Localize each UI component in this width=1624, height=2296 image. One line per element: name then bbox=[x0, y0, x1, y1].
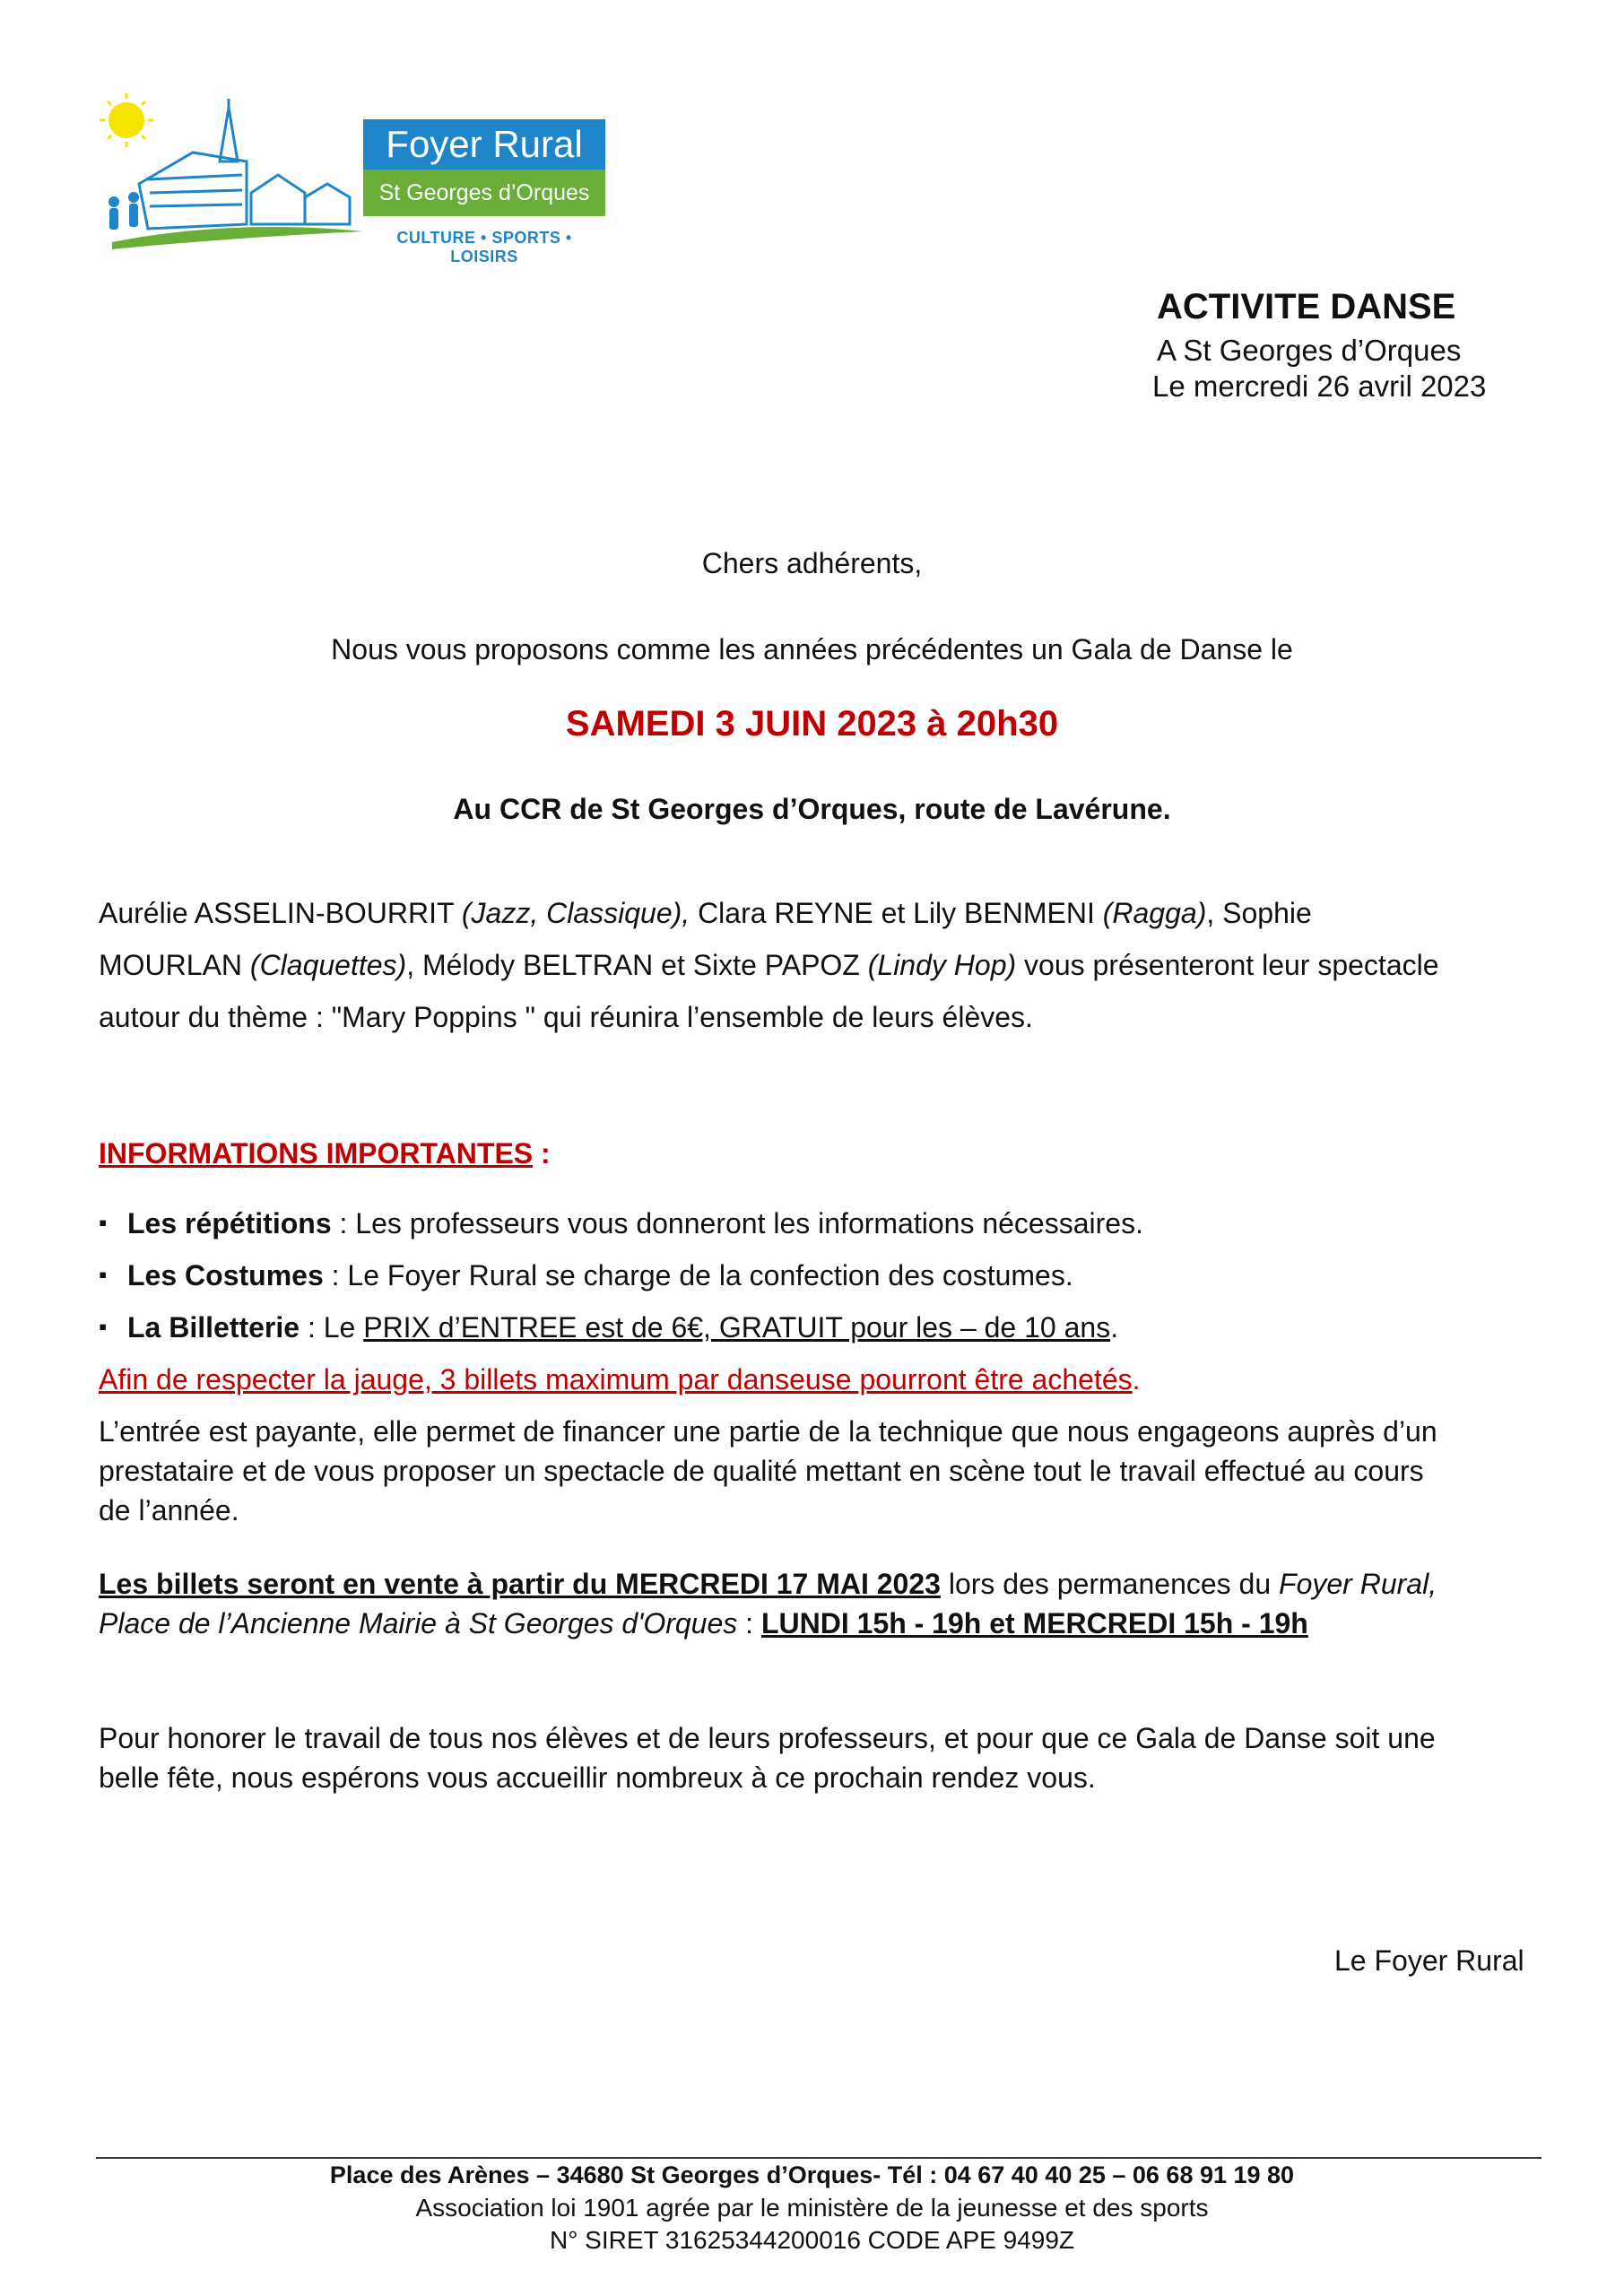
logo-brand-name: Foyer Rural bbox=[363, 119, 605, 170]
footer-association: Association loi 1901 agrée par le ministère de la jeunesse et des sports bbox=[415, 2194, 1209, 2222]
info-heading: INFORMATIONS IMPORTANTES : bbox=[99, 1137, 551, 1170]
sale-line-1: Les billets seront en vente à partir du MERCREDI 17 MAI 2023 lors des permanences du Foyer Rural, bbox=[99, 1568, 1437, 1600]
teachers-line-3: autour du thème : "Mary Poppins " qui réunira l’ensemble de leurs élèves. bbox=[99, 1001, 1033, 1033]
closing-line-1: Pour honorer le travail de tous nos élèves et de leurs professeurs, et pour que ce Gala de Danse soit une bbox=[99, 1722, 1436, 1754]
paid-entry-line-3: de l’année. bbox=[99, 1494, 239, 1526]
header-place: A St Georges d’Orques bbox=[1157, 334, 1462, 367]
teachers-line-2: MOURLAN (Claquettes), Mélody BELTRAN et Sixte PAPOZ (Lindy Hop) vous présenteront leur spectacle bbox=[99, 949, 1439, 981]
list-item-billetterie: ▪ La Billetterie : Le PRIX d’ENTREE est de 6€, GRATUIT pour les – de 10 ans. bbox=[99, 1311, 1533, 1344]
children-icon bbox=[109, 192, 139, 230]
logo-tagline: CULTURE • SPORTS • LOISIRS bbox=[396, 229, 572, 265]
ticket-limit-notice: Afin de respecter la jauge, 3 billets maximum par danseuse pourront être achetés. bbox=[99, 1363, 1141, 1396]
paid-entry-line-1: L’entrée est payante, elle permet de financer une partie de la technique que nous engageons auprès d’un bbox=[99, 1415, 1437, 1448]
greeting: Chers adhérents, bbox=[701, 547, 923, 579]
closing-line-2: belle fête, nous espérons vous accueillir nombreux à ce prochain rendez vous. bbox=[99, 1761, 1096, 1794]
logo-brand-subtitle: St Georges d’Orques bbox=[363, 170, 605, 216]
sale-line-2: Place de l’Ancienne Mairie à St Georges d'Orques : LUNDI 15h - 19h et MERCREDI 15h - 19h bbox=[99, 1607, 1308, 1639]
grass-swoosh bbox=[112, 227, 363, 249]
paid-entry-line-2: prestataire et de vous proposer un spectacle de qualité mettant en scène tout le travail effectué au cours bbox=[99, 1455, 1424, 1487]
document-title: ACTIVITE DANSE bbox=[1157, 287, 1456, 326]
list-item-repetitions: ▪ Les répétitions : Les professeurs vous donneront les informations nécessaires. bbox=[99, 1207, 1533, 1240]
list-item-costumes: ▪ Les Costumes : Le Foyer Rural se charge de la confection des costumes. bbox=[99, 1259, 1533, 1292]
event-date: SAMEDI 3 JUIN 2023 à 20h30 bbox=[565, 704, 1059, 744]
footer-address: Place des Arènes – 34680 St Georges d’Orques- Tél : 04 67 40 40 25 – 06 68 91 19 80 bbox=[329, 2161, 1295, 2188]
signature: Le Foyer Rural bbox=[1334, 1944, 1524, 1977]
proposal-line: Nous vous proposons comme les années précédentes un Gala de Danse le bbox=[331, 633, 1293, 665]
venue: Au CCR de St Georges d’Orques, route de Lavérune. bbox=[453, 793, 1171, 825]
building-icon bbox=[139, 99, 350, 229]
teachers-line-1: Aurélie ASSELIN-BOURRIT (Jazz, Classique), Clara REYNE et Lily BENMENI (Ragga), Sophie bbox=[99, 897, 1312, 929]
footer-divider bbox=[96, 2157, 1541, 2159]
sun-icon bbox=[109, 102, 144, 138]
header-date: Le mercredi 26 avril 2023 bbox=[1152, 370, 1487, 403]
footer-siret: N° SIRET 31625344200016 CODE APE 9499Z bbox=[549, 2226, 1075, 2254]
